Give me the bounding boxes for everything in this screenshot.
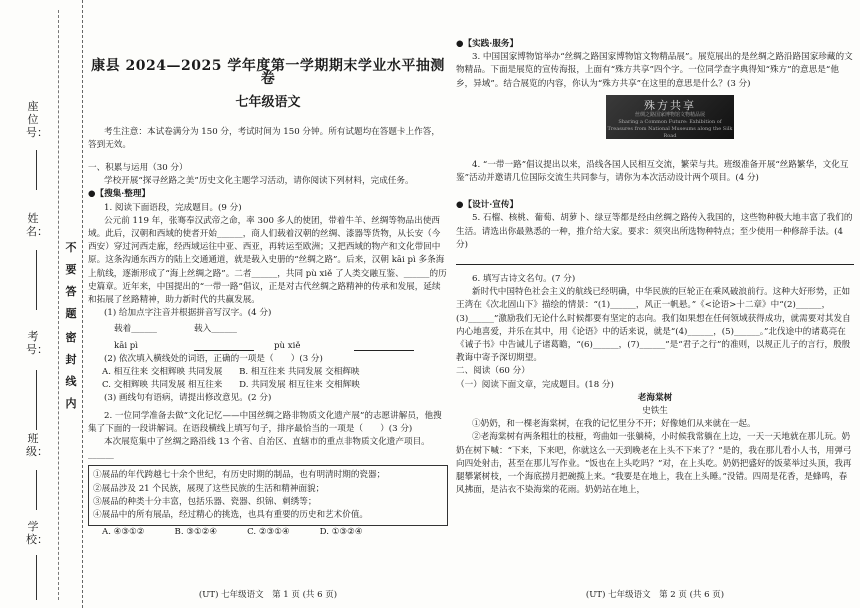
exam-note: 考生注意：本试卷满分为 150 分，考试时间为 150 分钟。所有试题均在答题卡上作答，答到无效。 bbox=[88, 126, 440, 150]
question-1-3: (3) 画线句有语病，请提出修改意见。(2 分) bbox=[104, 393, 272, 404]
task-heading: ●【搜集·整理】 bbox=[88, 189, 151, 200]
name-label: 姓名： bbox=[26, 212, 48, 238]
section-heading: 一、积累与运用（30 分） bbox=[88, 163, 188, 174]
exam-number-label: 考号： bbox=[26, 330, 48, 356]
section-heading: 二、阅读（60 分） bbox=[456, 366, 530, 377]
q2-options bbox=[102, 526, 448, 539]
answer-row bbox=[114, 323, 448, 336]
page-footer: (UT) 七年级语文 第 1 页 (共 6 页) bbox=[198, 589, 338, 600]
option-letter[interactable]: C. bbox=[102, 380, 112, 391]
question-1: 1. 阅读下面语段，完成题目。(9 分) bbox=[104, 202, 242, 213]
option-text: 共同发展 bbox=[187, 367, 223, 378]
option-letter[interactable]: B. bbox=[239, 367, 249, 378]
cut-line bbox=[58, 10, 59, 600]
seat-number-field[interactable] bbox=[36, 150, 38, 190]
sentence-item: ②展品涉及 21 个民族，展现了这些民族的生活和精神面貌； bbox=[93, 483, 325, 494]
word-blank[interactable]: 载入______ bbox=[194, 324, 237, 335]
option-letter[interactable]: D. bbox=[239, 380, 249, 391]
exam-title: 康县 2024—2025 学年度第一学期期末学业水平抽测卷 bbox=[91, 58, 445, 88]
article-author: 史铁生 bbox=[642, 406, 668, 417]
class-field[interactable] bbox=[36, 470, 38, 510]
binding-margin bbox=[0, 0, 83, 608]
poster-subtitle: 丝绸之路国家博物馆文物精品展 bbox=[634, 112, 705, 119]
seal-char: 答 bbox=[65, 285, 77, 298]
exam-subtitle: 七年级语文 bbox=[235, 95, 301, 111]
exhibition-poster bbox=[606, 95, 734, 139]
option-text: 交相辉映 bbox=[150, 367, 186, 378]
sentence-item: ①展品的年代跨越七十余个世纪，有历史时期的制品，也有明清时期的瓷器； bbox=[93, 470, 386, 481]
option-text: 相互往来 bbox=[250, 367, 286, 378]
question-1-2: (2) 依次填入横线处的词语，正确的一项是（ ）(3 分) bbox=[104, 353, 323, 364]
seal-char: 封 bbox=[65, 353, 77, 366]
option[interactable]: B. ③①②④ bbox=[174, 527, 218, 538]
question-1-1: (1) 给加点字注音并根据拼音写汉字。(4 分) bbox=[104, 308, 272, 319]
activity-intro: 学校开展“探寻丝路之美”历史文化主题学习活动，请你阅读下列材料，完成任务。 bbox=[104, 176, 414, 187]
option-text: 共同发展 bbox=[287, 367, 323, 378]
exam-page-1 bbox=[88, 0, 448, 608]
sentence-item: ③展品的种类十分丰富，包括乐器、瓷器、织锦、刺绣等； bbox=[93, 496, 317, 507]
option-text: 共同发展 bbox=[150, 380, 186, 391]
page-footer: (UT) 七年级语文 第 2 页 (共 6 页) bbox=[585, 589, 725, 600]
task-heading: ●【设计·宣传】 bbox=[456, 200, 519, 211]
question-2: 2. 一位同学准备去做“文化记忆——中国丝绸之路非物质文化遗产展”的志愿讲解员，他搜集了下面的一段讲解词。在语段横线上填写句子，排序最恰当的一项是（ ）(3 分) bbox=[88, 410, 442, 434]
option-text: 交相辉映 bbox=[325, 367, 360, 378]
name-field[interactable] bbox=[36, 250, 38, 310]
option[interactable]: A. ④③①② bbox=[102, 527, 145, 538]
sentence-item: ④展品中的所有展品，经过精心的挑选，也具有重要的历史和艺术价值。 bbox=[93, 510, 369, 521]
question-2-intro: 本次展览集中了丝绸之路沿线 13 个省、自治区、直辖市的重点非物质文化遗产项目。______ bbox=[88, 437, 430, 461]
seal-char: 题 bbox=[65, 307, 77, 320]
option-text: 共同发展 bbox=[251, 380, 286, 391]
seal-char: 密 bbox=[65, 331, 77, 344]
poster-title: 殊方共享 bbox=[644, 98, 696, 112]
school-label: 学校： bbox=[26, 520, 48, 546]
school-field[interactable] bbox=[36, 555, 38, 600]
article-title: 老海棠树 bbox=[637, 392, 673, 403]
question-5: 5. 石榴、核桃、葡萄、胡萝卜、绿豆等都是经由丝绸之路传入我国的，这些物种极大地丰富了我们的生活。请选出你最熟悉的一种，推介给大家。要求：须突出所选物种特点；至少使用一种修辞手法。(4 分) bbox=[456, 213, 853, 250]
answer-blank[interactable] bbox=[194, 340, 254, 351]
seat-number-label: 座位号： bbox=[26, 100, 48, 139]
option-text: 交相辉映 bbox=[113, 380, 149, 391]
seal-char: 不 bbox=[65, 241, 77, 254]
passage-1: 公元前 119 年，张骞奉汉武帝之命，率 300 多人的使团，带着牛羊、丝绸等物品出使西域。此后，汉朝和西域的使者开始______，商人们载着汉朝的丝绸、漆器等货物，从长安（今西安）穿过河西走廊，经西域运往中亚、西亚，再转运至欧洲；又把西域的物产和文化带回中原。这条沟通东西方的陆上交通通道，就是载入史册的“丝绸之路”。后来，汉朝 kāi pì 多条海上航线，逐渐形成了“海上丝绸之路”。二者______，共同 pù xiě 了人类交融互鉴、______的历史篇章。近年来，中国提出的“一带一路”倡议，正是对古代丝绸之路精神的传承和发展，延续和拓展了丝路精神，助力新时代的共赢发展。 bbox=[88, 215, 447, 306]
option-text: 相互往来 bbox=[188, 380, 223, 391]
pinyin: pù xiě bbox=[274, 340, 301, 351]
article-paragraph: ①奶奶，和一棵老海棠树，在我的记忆里分不开；好像她们从来就在一起。 bbox=[472, 419, 756, 430]
question-6-text: 新时代中国特色社会主义的航线已经明确，中华民族的巨轮正在乘风破浪前行。这种大好形势，正如王湾在《次北固山下》描绘的情景：“(1)______，风正一帆悬。”《<论语>十二章》中“(2)______，(3)______”激励我们无论什么时候都要有坚定的志向。我们如果想在任何领域获得成功，就需要对其发自内心地喜爱，并乐在其中，用《论语》中的话来说，就是“(4)______，(5)______。”北伐途中的诸葛亮在《诫子书》中告诫儿子诸葛瞻，“(6)______，(7)______”是“君子之行”的准则，以规正儿子的言行，殷殷教诲中寄予深切期望。 bbox=[456, 287, 851, 364]
option-text: 交相辉映 bbox=[325, 380, 360, 391]
options-row-cd bbox=[102, 379, 448, 392]
question-3: 3. 中国国家博物馆举办“丝绸之路国家博物馆文物精品展”。展览展出的是丝绸之路沿路国家珍藏的文物精品。下面是展览的宣传海报，上面有“殊方共享”四个字。一位同学查字典得知“殊方”的意思是“他乡，异域”。结合展览的内容，你认为“殊方共享”在这里的意思是什么？(3 分) bbox=[456, 52, 853, 89]
option[interactable]: D. ①③②④ bbox=[319, 527, 363, 538]
exam-number-field[interactable] bbox=[36, 370, 38, 430]
answer-line[interactable] bbox=[456, 254, 854, 265]
option-letter[interactable]: A. bbox=[102, 367, 111, 378]
answer-blank[interactable] bbox=[354, 340, 414, 351]
class-label: 班级： bbox=[26, 432, 48, 458]
option-text: 相互往来 bbox=[288, 380, 323, 391]
seal-char: 要 bbox=[65, 263, 77, 276]
pinyin-row bbox=[114, 340, 448, 353]
question-6: 6. 填写古诗文名句。(7 分) bbox=[472, 274, 576, 285]
poster-english: Sharing a Common Future: Exhibition of Treasures from National Museums along the Silk Road bbox=[607, 119, 733, 140]
exam-page-2 bbox=[456, 0, 854, 608]
question-4: 4. “一带一路”倡议提出以来，沿线各国人民相互交流，繁荣与共。班级准备开展“丝路繁华，文化互鉴”活动并邀请几位国际交流生共同参与，请你为本次活动设计两个项目。(4 分) bbox=[456, 159, 849, 184]
article-paragraph: ②老海棠树有两条粗壮的枝桠，弯曲如一张躺椅，小时候我常躺在上边，一天一天地就在那儿玩。奶奶在树下喊：“下来，下来吧，你就这么一天到晚老在上头不下来了？”是的，我在那儿看小人书，用弹弓向四处射击，甚至在那儿写作业。“饭也在上头吃吗？”对，在上头吃。奶奶把盛好的饭菜举过头顶，我再腿攀紧树枝，一个海底捞月把碗揽上来。“我要是在地上，我在上头睡。”没错。四周是花香，是蜂鸣，春风拂面，是沾衣不染海棠的花雨。奶奶站在地上， bbox=[456, 432, 852, 496]
word-blank[interactable]: 载着______ bbox=[114, 324, 157, 335]
seal-char: 线 bbox=[65, 375, 77, 388]
reading-heading: （一）阅读下面文章，完成题目。(18 分) bbox=[456, 379, 614, 390]
options-row-ab bbox=[102, 366, 448, 379]
option-text: 相互往来 bbox=[113, 367, 149, 378]
sentence-box bbox=[88, 465, 448, 526]
seal-char: 内 bbox=[65, 397, 77, 410]
option[interactable]: C. ②③①④ bbox=[247, 527, 290, 538]
pinyin: kāi pì bbox=[114, 340, 139, 351]
task-heading: ●【实践·服务】 bbox=[456, 39, 519, 49]
